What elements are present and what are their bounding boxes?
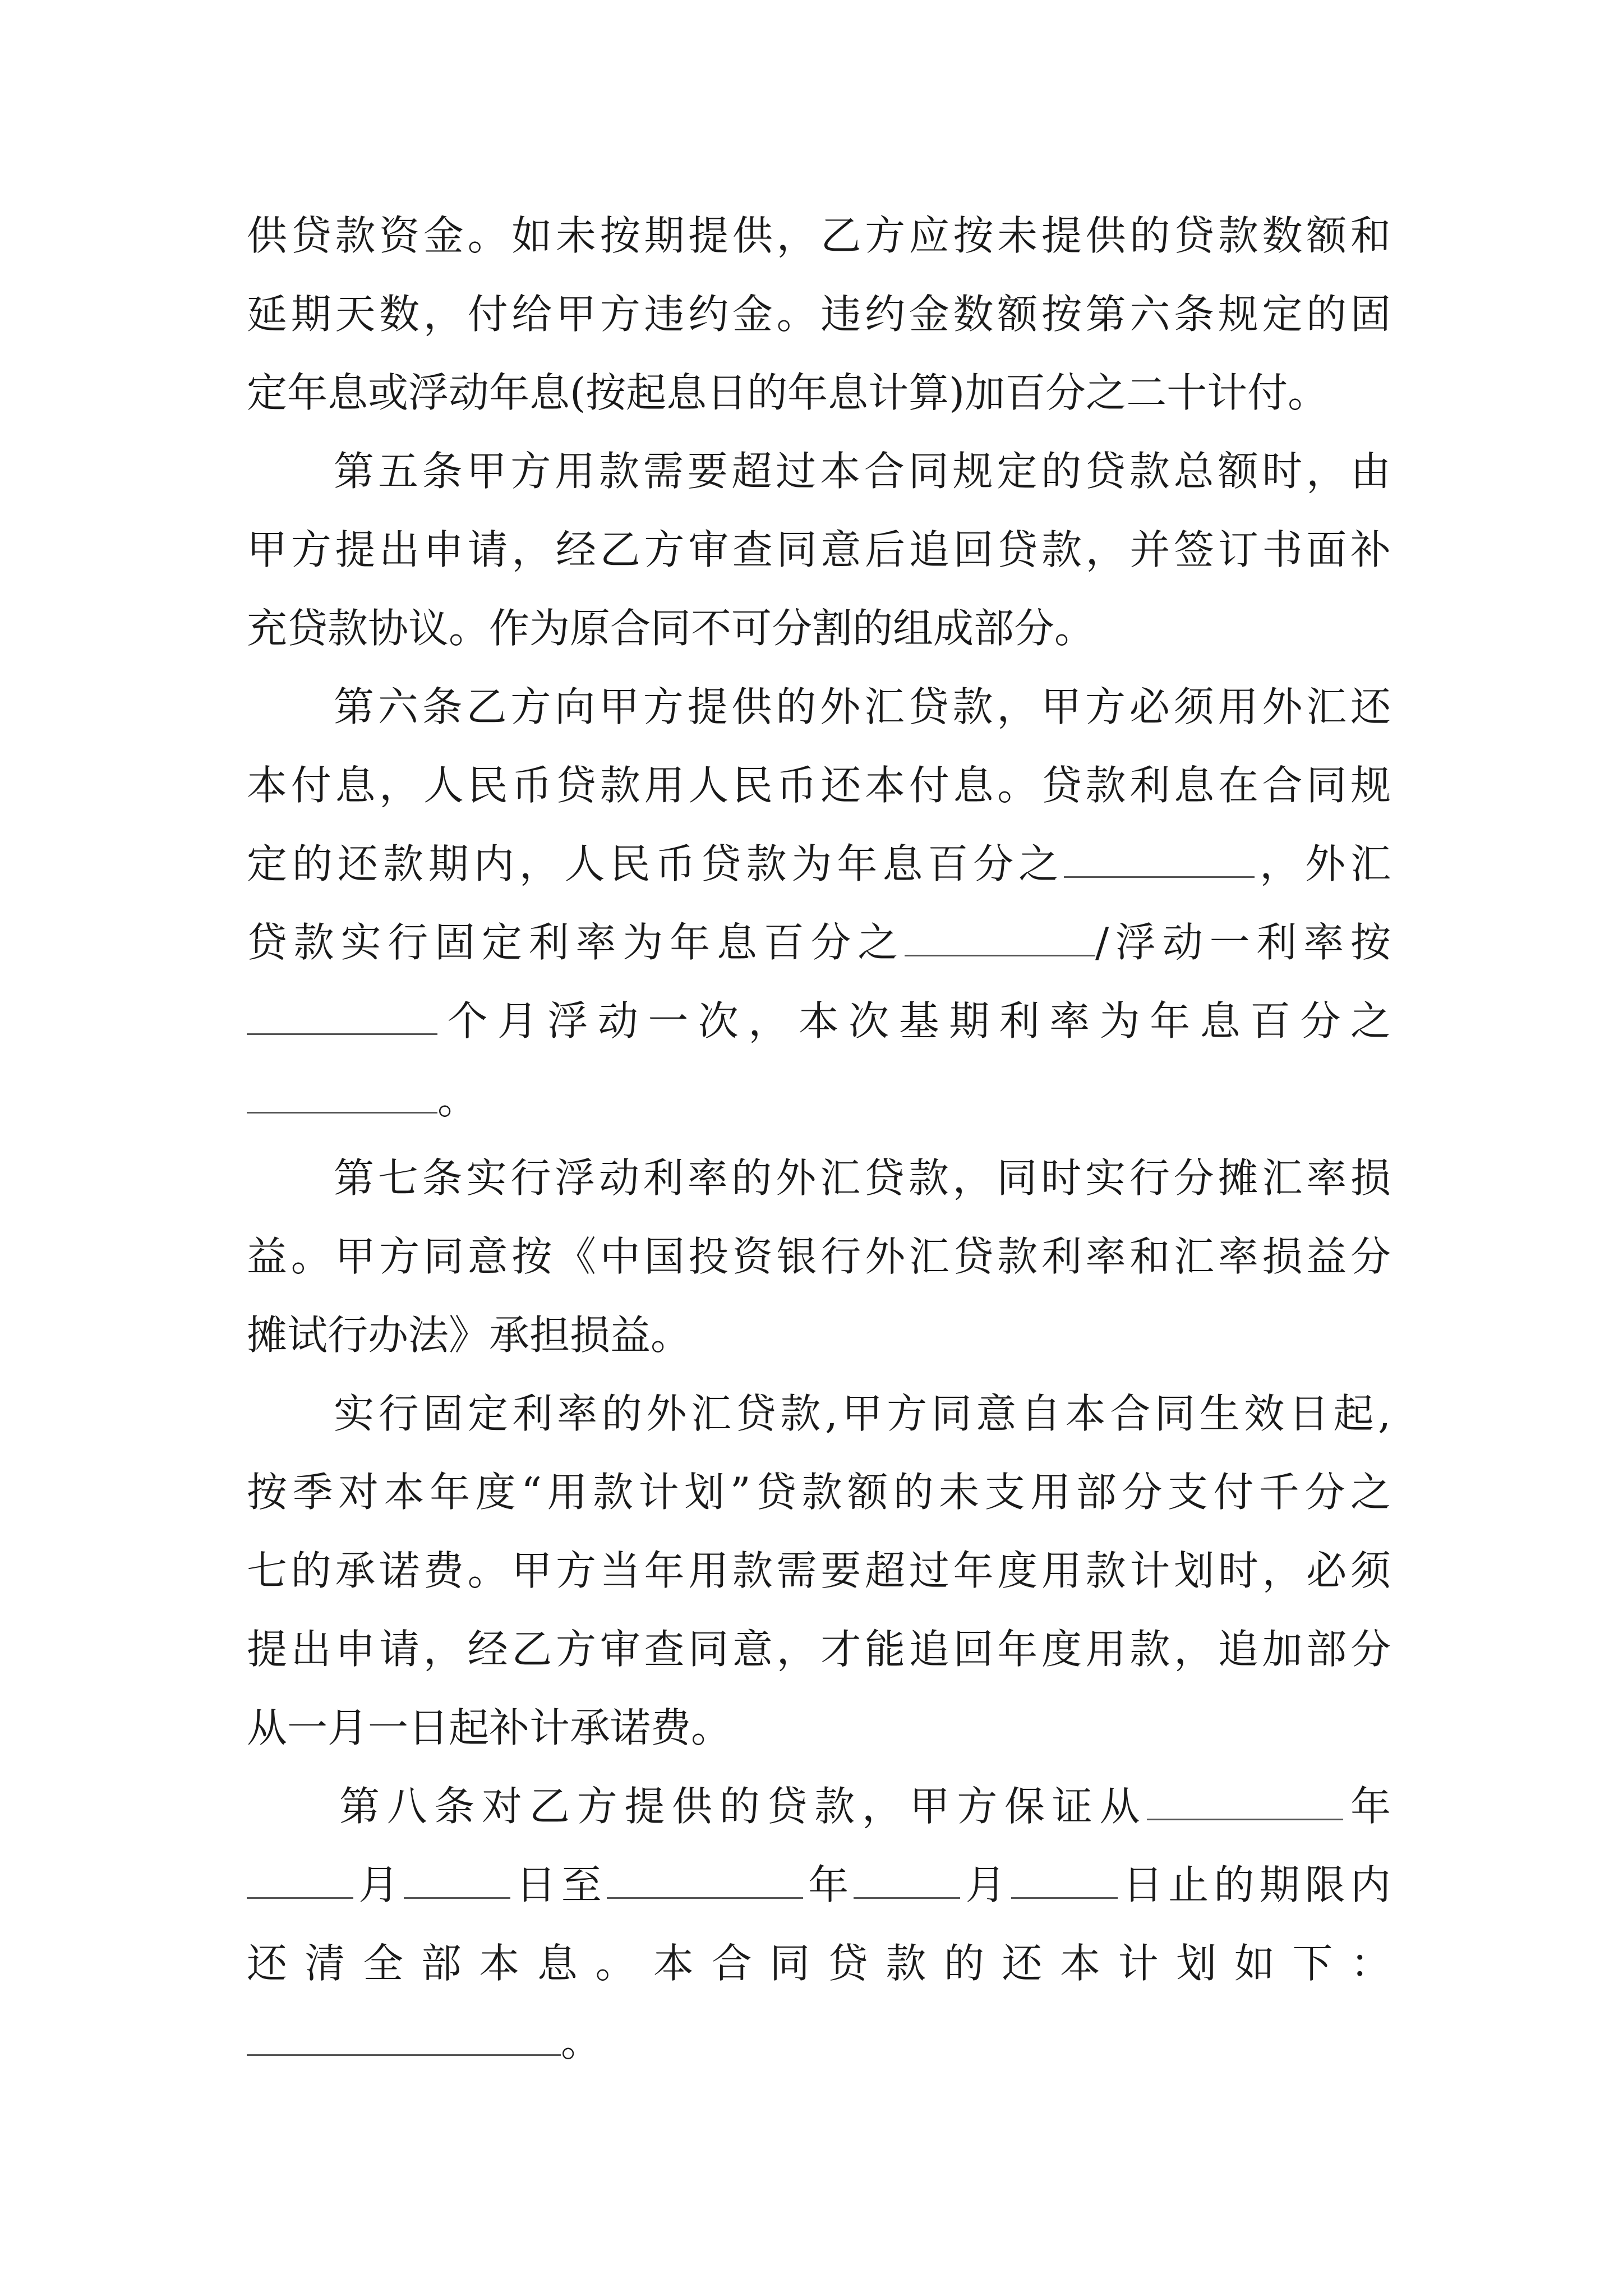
paragraph-fixed-rate-first-line: 实行固定利率的外汇贷款,甲方同意自本合同生效日起, [334,1390,1391,1437]
text-segment: 。 [437,1076,478,1123]
end-year-blank [607,1861,803,1899]
text-line [247,1846,1391,1924]
paragraph-article-8-first-line [339,1767,1391,1846]
end-day-blank [1011,1861,1118,1899]
text-line [247,2003,601,2081]
paragraph-article-5-first-line: 第五条甲方用款需要超过本合同规定的贷款总额时，由 [334,448,1391,495]
text-line: 本付息，人民币贷款用人民币还本付息。贷款利息在合同规 [247,762,1391,809]
text-segment: 定的还款期内，人民币贷款为年息百分之 [247,840,1064,887]
text-line [247,825,1391,903]
text-line: 定年息或浮动年息(按起息日的年息计算)加百分之二十计付。 [247,369,1329,416]
text-segment: /浮动一利率按 [1095,919,1391,966]
text-segment: ，外汇 [1255,840,1391,887]
text-segment: 月 [960,1861,1011,1908]
text-segment: 日至 [510,1861,607,1908]
text-segment: 贷款实行固定利率为年息百分之 [247,919,905,966]
text-line: 七的承诺费。甲方当年用款需要超过年度用款计划时，必须 [247,1547,1391,1594]
start-month-blank [247,1861,353,1899]
text-line: 提出申请，经乙方审查同意，才能追回年度用款，追加部分 [247,1626,1391,1673]
text-line [247,1060,478,1139]
repayment-plan-blank [247,2018,561,2056]
start-day-blank [404,1861,510,1899]
text-line: 延期天数，付给甲方违约金。违约金数额按第六条规定的固 [247,291,1391,338]
paragraph-article-7-first-line: 第七条实行浮动利率的外汇贷款，同时实行分摊汇率损 [334,1154,1391,1202]
text-segment: 第八条对乙方提供的贷款，甲方保证从 [339,1783,1147,1830]
text-segment: 年 [803,1861,854,1908]
text-line: 甲方提出申请，经乙方审查同意后追回贷款，并签订书面补 [247,526,1391,573]
text-segment: 日止的期限内 [1117,1861,1391,1908]
text-segment: 年 [1343,1783,1391,1830]
floating-months-blank [247,997,437,1035]
text-segment: 月 [353,1861,404,1908]
text-line: 摊试行办法》承担损益。 [247,1312,691,1359]
text-line: 充贷款协议。作为原合同不可分割的组成部分。 [247,605,1095,652]
text-line [247,982,1391,1060]
rmb-interest-rate-blank [1064,840,1255,878]
text-line: 还清全部本息。本合同贷款的还本计划如下： [247,1940,1391,1987]
text-line: 益。甲方同意按《中国投资银行外汇贷款利率和汇率损益分 [247,1233,1391,1280]
text-segment: 。 [561,2018,602,2065]
text-line [247,903,1391,982]
text-line: 从一月一日起补计承诺费。 [247,1704,732,1751]
start-year-blank [1147,1783,1343,1820]
text-line: 供贷款资金。如未按期提供，乙方应按未提供的贷款数额和 [247,212,1391,259]
text-segment: 个月浮动一次，本次基期利率为年息百分之 [437,997,1391,1045]
fixed-rate-blank [905,919,1095,956]
paragraph-article-6-first-line: 第六条乙方向甲方提供的外汇贷款，甲方必须用外汇还 [334,683,1391,730]
end-month-blank [854,1861,960,1899]
text-line: 按季对本年度“用款计划”贷款额的未支用部分支付千分之 [247,1469,1391,1516]
base-rate-blank [247,1076,437,1114]
